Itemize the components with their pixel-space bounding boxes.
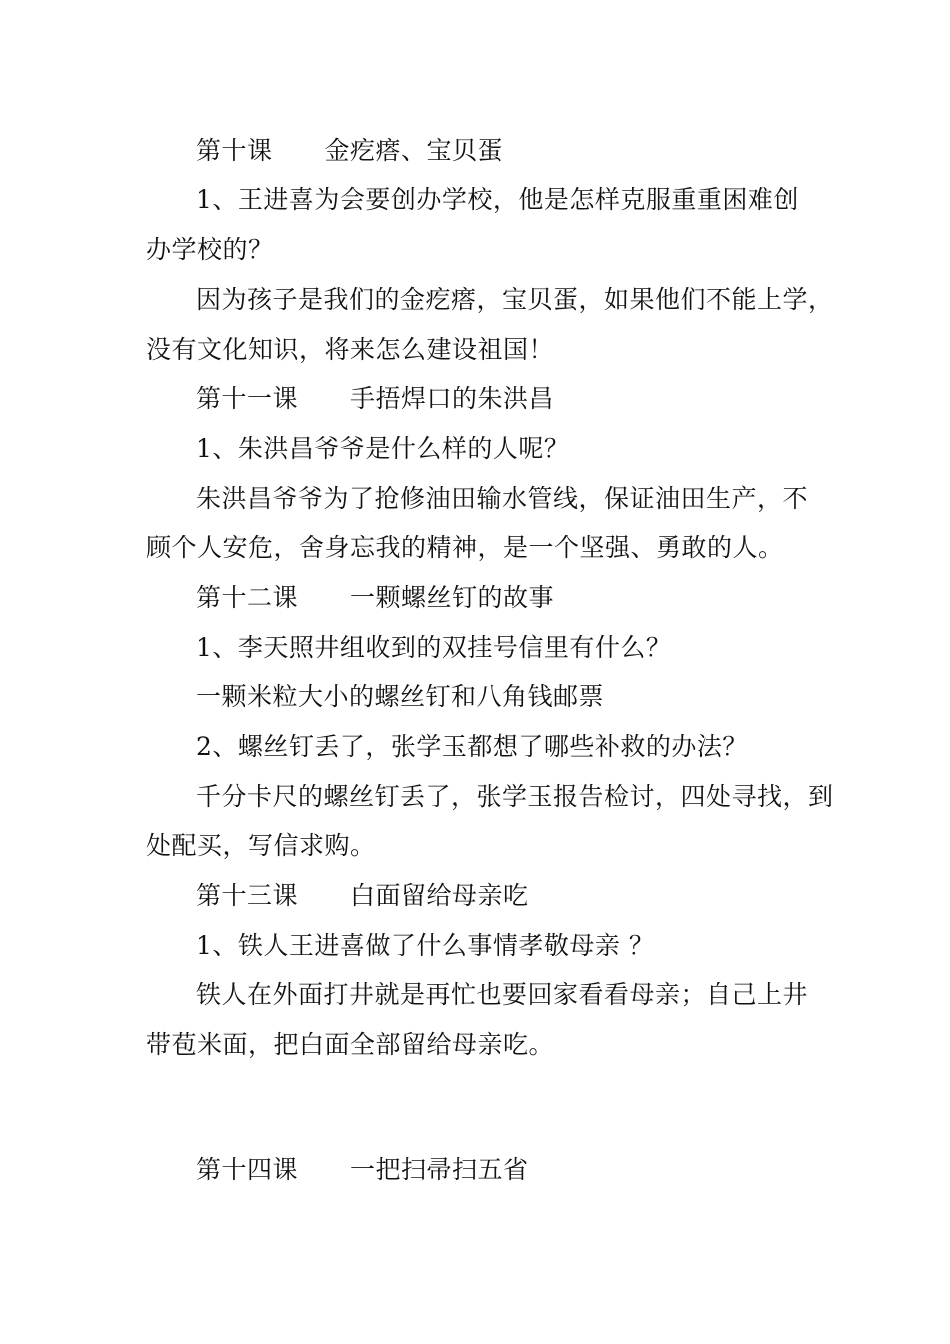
question-line: 办学校的？ bbox=[146, 235, 274, 264]
answer-line: 顾个人安危，舍身忘我的精神，是一个坚强、勇敢的人。 bbox=[146, 533, 784, 562]
lesson-heading bbox=[196, 1155, 529, 1185]
question-line: 2、螺丝钉丢了，张学玉都想了哪些补救的办法？ bbox=[196, 732, 748, 761]
answer-line: 处配买，写信求购。 bbox=[146, 831, 376, 860]
lesson-title: 金疙瘩、宝贝蛋 bbox=[324, 136, 504, 165]
lesson-title: 一把扫帚扫五省 bbox=[350, 1155, 529, 1184]
lesson-number: 第十二课 bbox=[196, 583, 299, 612]
lesson-number: 第十一课 bbox=[196, 384, 299, 413]
answer-line: 铁人在外面打井就是再忙也要回家看看母亲；自己上井 bbox=[196, 980, 809, 1009]
answer-line: 带苞米面，把白面全部留给母亲吃。 bbox=[146, 1030, 555, 1059]
lesson-title: 手捂焊口的朱洪昌 bbox=[350, 384, 555, 413]
lesson-heading bbox=[196, 136, 503, 166]
answer-line: 千分卡尺的螺丝钉丢了，张学玉报告检讨，四处寻找，到 bbox=[196, 782, 834, 811]
lesson-heading bbox=[196, 384, 554, 414]
lesson-number: 第十四课 bbox=[196, 1155, 299, 1184]
question-line: 1、朱洪昌爷爷是什么样的人呢？ bbox=[196, 434, 570, 463]
lesson-title: 一颗螺丝钉的故事 bbox=[350, 583, 555, 612]
question-line: 1、李天照井组收到的双挂号信里有什么？ bbox=[196, 633, 672, 662]
lesson-title: 白面留给母亲吃 bbox=[350, 881, 529, 910]
answer-line: 没有文化知识，将来怎么建设祖国！ bbox=[146, 335, 555, 364]
lesson-number: 第十三课 bbox=[196, 881, 299, 910]
lesson-heading bbox=[196, 583, 554, 613]
question-line: 1、铁人王进喜做了什么事情孝敬母亲 ？ bbox=[196, 931, 655, 960]
lesson-number: 第十课 bbox=[196, 136, 273, 165]
answer-line: 一颗米粒大小的螺丝钉和八角钱邮票 bbox=[196, 682, 605, 711]
answer-line: 因为孩子是我们的金疙瘩，宝贝蛋，如果他们不能上学， bbox=[196, 285, 834, 314]
question-line: 1、王进喜为会要创办学校，他是怎样克服重重困难创 bbox=[196, 185, 799, 214]
lesson-heading bbox=[196, 881, 529, 911]
answer-line: 朱洪昌爷爷为了抢修油田输水管线，保证油田生产，不 bbox=[196, 484, 809, 513]
